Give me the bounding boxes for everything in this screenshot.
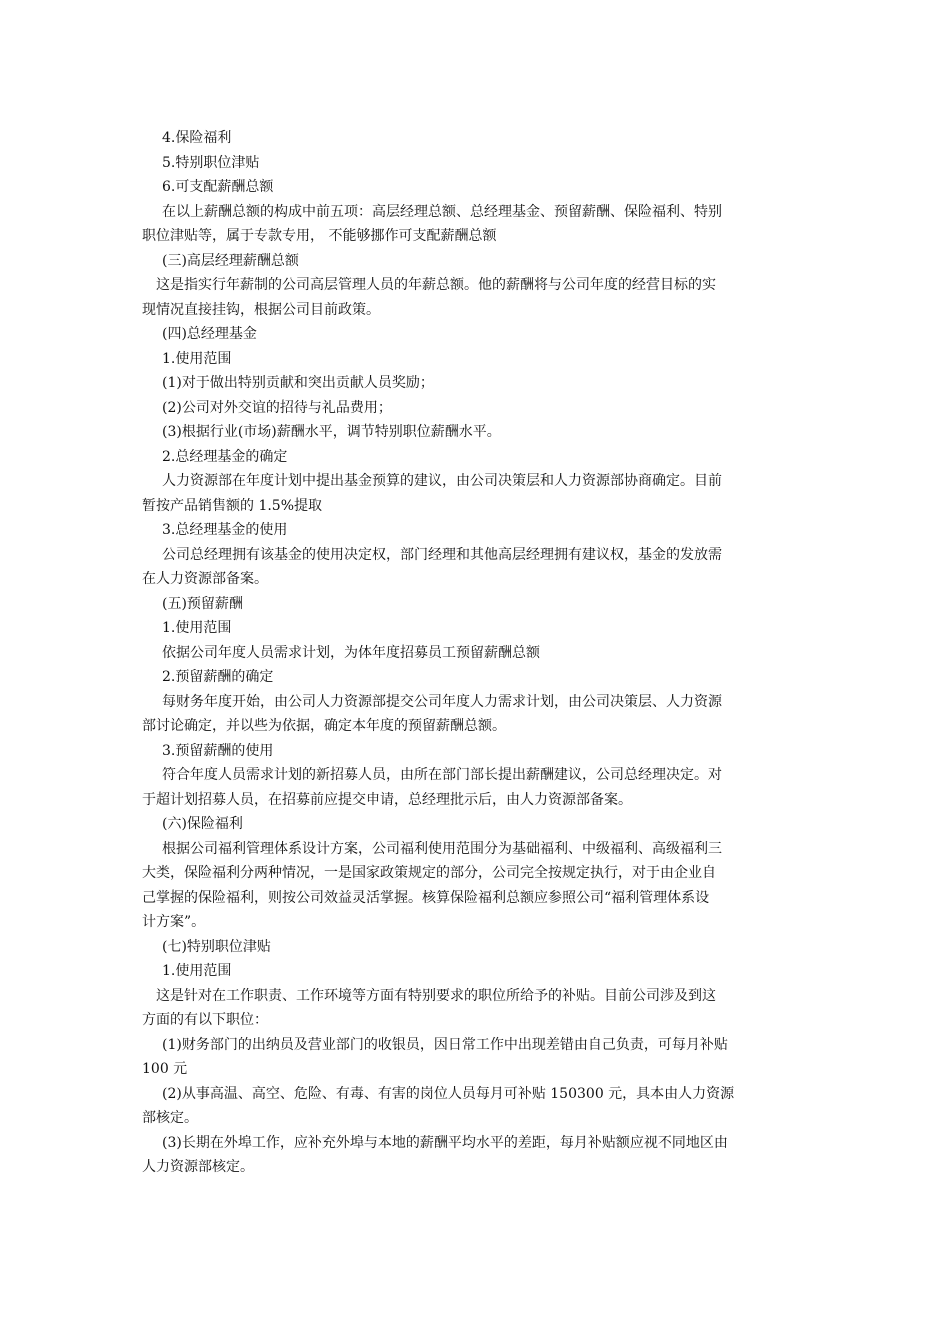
subsection-heading: 2.总经理基金的确定 — [162, 448, 288, 465]
text-line: 每财务年度开始，由公司人力资源部提交公司年度人力需求计划，由公司决策层、人力资源 — [162, 693, 722, 710]
subsection-heading: 1.使用范围 — [162, 620, 232, 636]
text-line: 计方案”。 — [142, 914, 206, 930]
text-line: 现情况直接挂钩，根据公司目前政策。 — [142, 301, 380, 318]
document-body — [142, 126, 810, 1180]
text-line: 100 元 — [142, 1061, 188, 1077]
text-line: 方面的有以下职位： — [142, 1012, 268, 1028]
text-line: 在人力资源部备案。 — [142, 571, 268, 587]
list-item: (2)公司对外交谊的招待与礼品费用； — [162, 399, 392, 416]
section-heading: (六)保险福利 — [162, 816, 243, 832]
subsection-heading: 3.总经理基金的使用 — [162, 522, 288, 538]
text-line: 6.可支配薪酬总额 — [162, 179, 274, 195]
section-heading: (四)总经理基金 — [162, 326, 257, 342]
text-line: 符合年度人员需求计划的新招募人员，由所在部门部长提出薪酬建议，公司总经理决定。对 — [162, 767, 722, 783]
text-line: 人力资源部核定。 — [142, 1159, 254, 1175]
text-line: 大类，保险福利分两种情况，一是国家政策规定的部分，公司完全按规定执行，对于由企业自 — [142, 865, 716, 881]
text-line: 4.保险福利 — [162, 130, 232, 146]
text-line: 暂按产品销售额的 1.5%提取 — [142, 497, 323, 514]
text-line: 人力资源部在年度计划中提出基金预算的建议，由公司决策层和人力资源部协商确定。目前 — [162, 473, 722, 489]
text-line: 己掌握的保险福利，则按公司效益灵活掌握。核算保险福利总额应参照公司“福利管理体系设 — [142, 889, 710, 906]
list-item: (3)长期在外埠工作，应补充外埠与本地的薪酬平均水平的差距，每月补贴额应视不同地区由 — [162, 1134, 728, 1151]
text-line: 公司总经理拥有该基金的使用决定权，部门经理和其他高层经理拥有建议权，基金的发放需 — [162, 546, 722, 563]
subsection-heading: 1.使用范围 — [162, 350, 232, 367]
text-line: 部讨论确定，并以些为依据，确定本年度的预留薪酬总额。 — [142, 718, 506, 734]
text-line: 根据公司福利管理体系设计方案，公司福利使用范围分为基础福利、中级福利、高级福利三 — [162, 840, 722, 857]
subsection-heading: 2.预留薪酬的确定 — [162, 669, 274, 685]
text-line: 于超计划招募人员，在招募前应提交申请，总经理批示后，由人力资源部备案。 — [142, 791, 632, 808]
subsection-heading: 3.预留薪酬的使用 — [162, 742, 274, 759]
section-heading: (五)预留薪酬 — [162, 595, 243, 612]
text-line: 部核定。 — [142, 1110, 198, 1126]
list-item: (1)财务部门的出纳员及营业部门的收银员，因日常工作中出现差错由自己负责，可每月补贴 — [162, 1036, 728, 1053]
section-heading: (三)高层经理薪酬总额 — [162, 252, 299, 269]
list-item: (3)根据行业(市场)薪酬水平，调节特别职位薪酬水平。 — [162, 424, 501, 440]
text-line: 5.特别职位津贴 — [162, 154, 260, 171]
list-item: (2)从事高温、高空、危险、有毒、有害的岗位人员每月可补贴 150300 元，具本由人力资源 — [162, 1085, 735, 1102]
list-item: (1)对于做出特别贡献和突出贡献人员奖励； — [162, 375, 434, 391]
text-line: 在以上薪酬总额的构成中前五项：高层经理总额、总经理基金、预留薪酬、保险福利、特别 — [162, 203, 722, 220]
subsection-heading: 1.使用范围 — [162, 963, 232, 979]
section-heading: (七)特别职位津贴 — [162, 938, 271, 955]
text-line: 这是针对在工作职责、工作环境等方面有特别要求的职位所给予的补贴。目前公司涉及到这 — [156, 987, 716, 1004]
text-line: 职位津贴等，属于专款专用， 不能够挪作可支配薪酬总额 — [142, 228, 497, 244]
text-line: 这是指实行年薪制的公司高层管理人员的年薪总额。他的薪酬将与公司年度的经营目标的实 — [156, 277, 716, 293]
text-line: 依据公司年度人员需求计划，为体年度招募员工预留薪酬总额 — [162, 644, 540, 661]
